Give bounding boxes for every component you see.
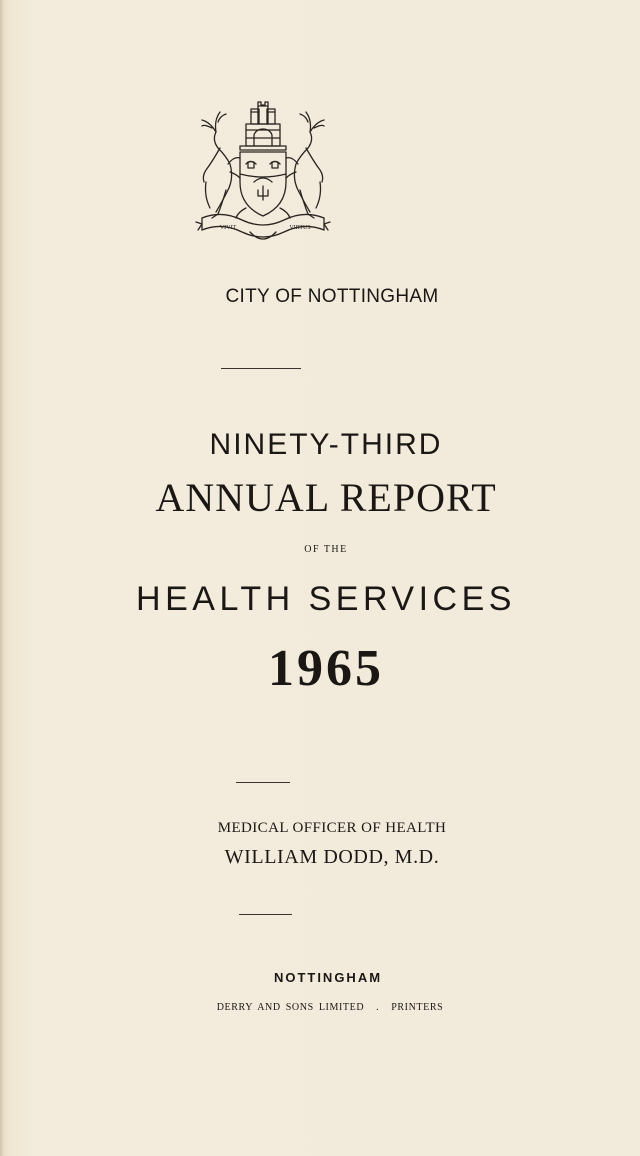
officer-title: MEDICAL OFFICER OF HEALTH [217, 820, 447, 836]
officer-name: WILLIAM DODD, M.D. [224, 846, 440, 868]
crest-motto-right: VIRTUS [289, 225, 311, 231]
of-the-label: OF THE [304, 544, 348, 555]
report-title: ANNUAL REPORT [155, 475, 497, 520]
printer-name: DERRY AND SONS LIMITED [216, 1002, 365, 1013]
report-year: 1965 [268, 640, 384, 697]
divider-rule [236, 782, 290, 783]
printer-separator: . [376, 1002, 380, 1013]
city-coat-of-arms-logo [188, 98, 338, 253]
report-ordinal: NINETY-THIRD [209, 428, 443, 461]
city-name: CITY OF NOTTINGHAM [225, 286, 439, 307]
divider-rule [221, 368, 301, 369]
divider-rule [239, 914, 292, 915]
report-subject: HEALTH SERVICES [136, 580, 516, 618]
printer-imprint [10, 1002, 640, 1013]
publication-place: NOTTINGHAM [273, 970, 383, 985]
crest-motto-left: VIVIT [219, 225, 237, 231]
printer-role: PRINTERS [391, 1002, 444, 1013]
